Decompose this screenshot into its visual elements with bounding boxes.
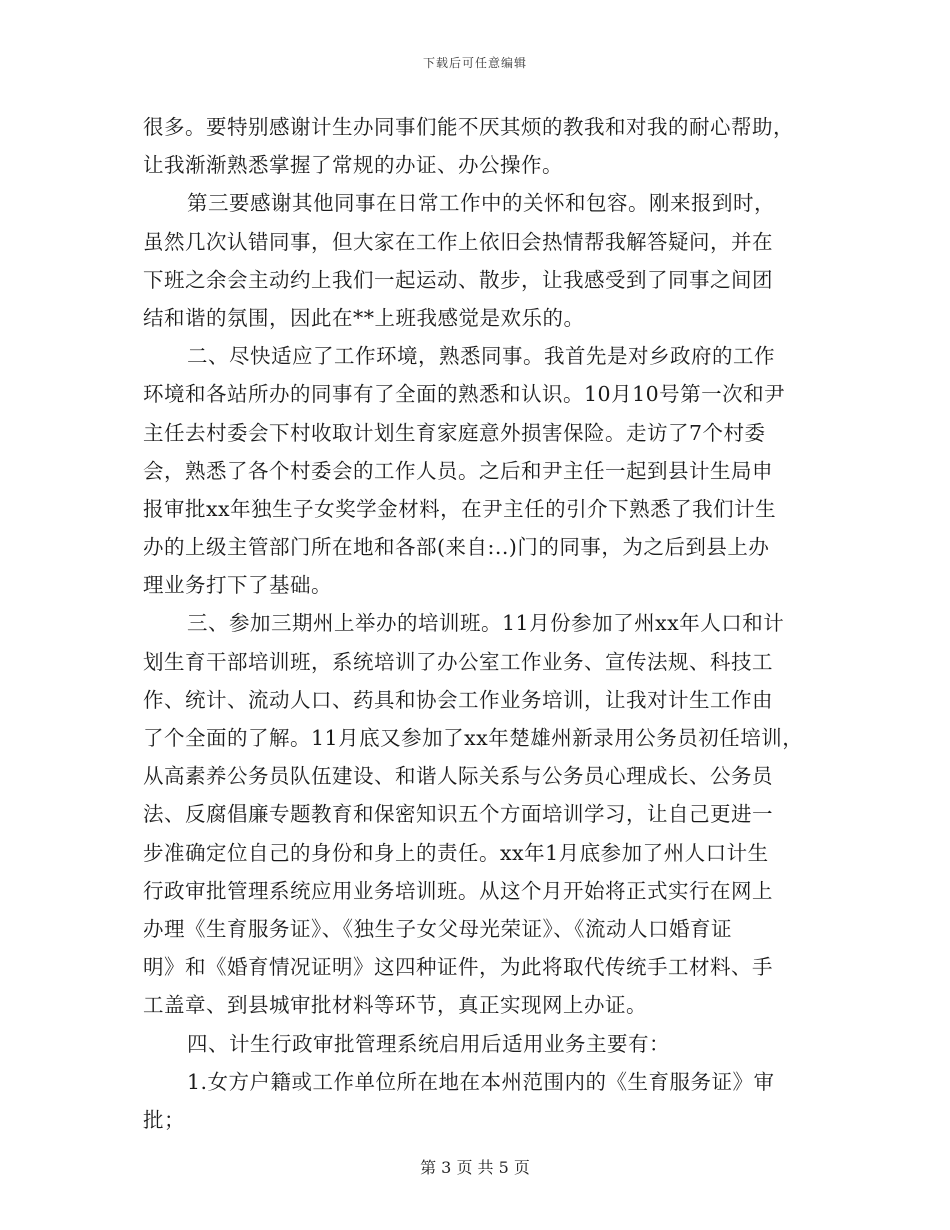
body-line: 作、统计、流动人口、药具和协会工作业务培训，让我对计生工作由 (143, 687, 773, 712)
page-number-footer: 第 3 页 共 5 页 (420, 1158, 530, 1177)
body-line: 理业务打下了基础。 (143, 573, 332, 598)
body-line: 很多。要特别感谢计生办同事们能不厌其烦的教我和对我的耐心帮助， (143, 115, 794, 139)
paragraph-start-line: 第三要感谢其他同事在日常工作中的关怀和包容。刚来报到时， (187, 191, 775, 216)
body-line: 明》和《婚育情况证明》这四种证件，为此将取代传统手工材料、手 (143, 955, 773, 980)
section-heading-line: 四、计生行政审批管理系统启用后适用业务主要有： (187, 1031, 670, 1056)
body-line: 批； (143, 1107, 185, 1132)
body-line: 从高素养公务员队伍建设、和谐人际关系与公务员心理成长、公务员 (143, 764, 773, 789)
body-line: 会，熟悉了各个村委会的工作人员。之后和尹主任一起到县计生局申 (143, 458, 773, 483)
section-heading-line: 三、参加三期州上举办的培训班。11月份参加了州xx年人口和计 (187, 611, 785, 636)
body-line: 环境和各站所办的同事有了全面的熟悉和认识。10月10号第一次和尹 (143, 382, 786, 407)
section-heading-line: 二、尽快适应了工作环境，熟悉同事。我首先是对乡政府的工作 (187, 344, 775, 369)
body-line: 主任去村委会下村收取计划生育家庭意外损害保险。走访了7个村委 (143, 420, 766, 445)
body-line: 工盖章、到县城审批材料等环节，真正实现网上办证。 (143, 993, 647, 1018)
body-line: 结和谐的氛围，因此在**上班我感觉是欢乐的。 (143, 305, 585, 330)
body-line: 办的上级主管部门所在地和各部(来自:..)门的同事，为之后到县上办 (143, 535, 770, 560)
document-body (143, 108, 815, 1139)
body-line: 让我渐渐熟悉掌握了常规的办证、办公操作。 (143, 153, 563, 178)
body-line: 了个全面的了解。11月底又参加了xx年楚雄州新录用公务员初任培训， (143, 726, 804, 750)
body-line: 法、反腐倡廉专题教育和保密知识五个方面培训学习，让自己更进一 (143, 802, 773, 827)
body-line: 下班之余会主动约上我们一起运动、散步，让我感受到了同事之间团 (143, 267, 773, 292)
body-line: 报审批xx年独生子女奖学金材料，在尹主任的引介下熟悉了我们计生 (143, 496, 777, 521)
list-item-line: 1.女方户籍或工作单位所在地在本州范围内的《生育服务证》审 (187, 1069, 775, 1094)
body-line: 虽然几次认错同事，但大家在工作上依旧会热情帮我解答疑问，并在 (143, 229, 773, 254)
body-line: 步准确定位自己的身份和身上的责任。xx年1月底参加了州人口计生 (143, 840, 769, 865)
body-line: 办理《生育服务证》、《独生子女父母光荣证》、《流动人口婚育证 (143, 916, 732, 941)
body-line: 划生育干部培训班，系统培训了办公室工作业务、宣传法规、科技工 (143, 649, 773, 674)
page-header: 下载后可任意编辑 (422, 56, 527, 70)
body-line: 行政审批管理系统应用业务培训班。从这个月开始将正式实行在网上 (143, 878, 773, 903)
